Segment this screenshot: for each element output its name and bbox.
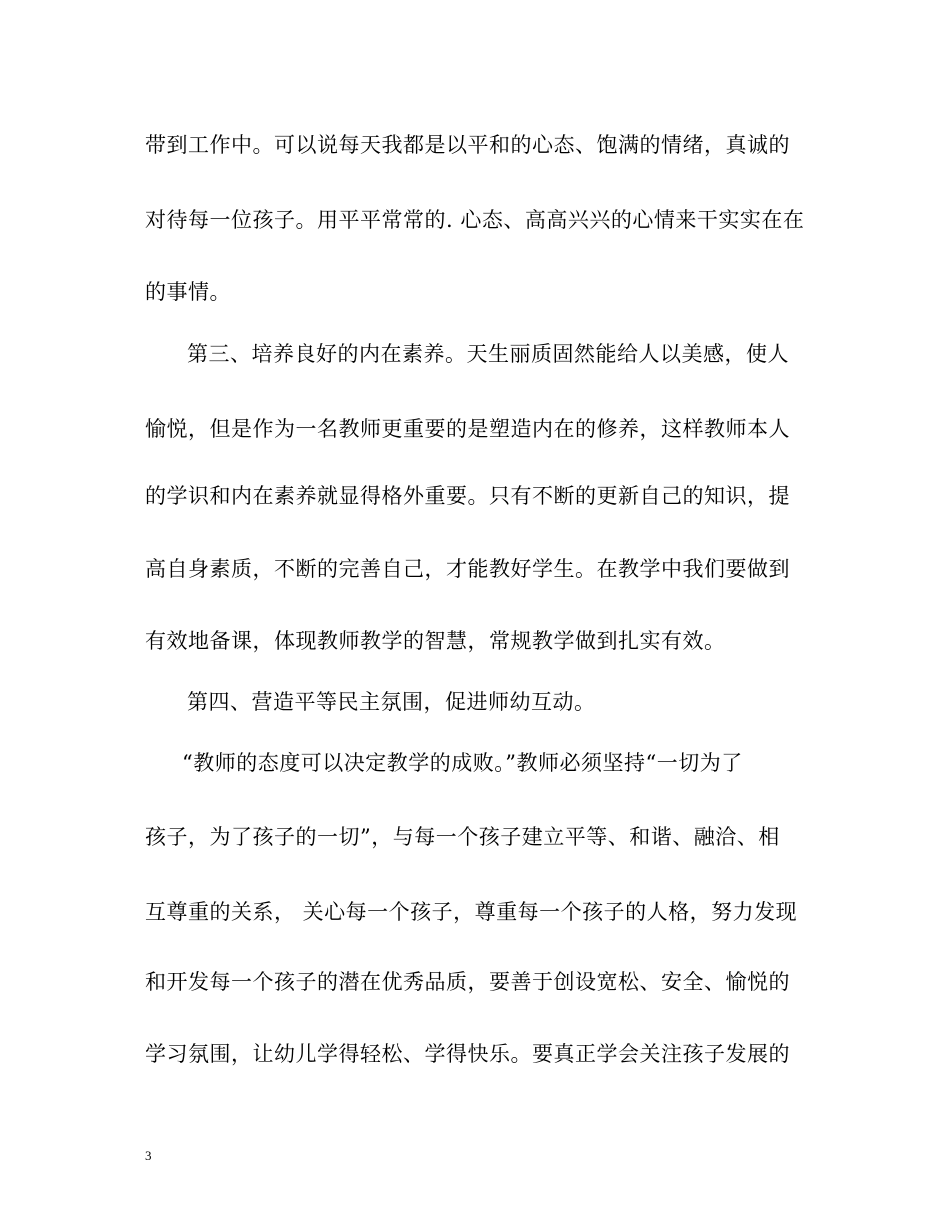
- page-number: 3: [145, 1148, 152, 1163]
- text-line: 带到工作中。可以说每天我都是以平和的心态、饱满的情绪，真诚的: [145, 133, 790, 157]
- text-line: 互尊重的关系， 关心每一个孩子，尊重每一个孩子的人格，努力发现: [145, 900, 798, 924]
- text-line: 的事情。: [145, 280, 231, 304]
- text-line: 对待每一位孩子。用平平常常的. 心态、高高兴兴的心情来干实实在在: [145, 208, 805, 232]
- paragraph-start-line: “教师的态度可以决定教学的成败。”教师必须坚持“一切为了: [182, 751, 743, 775]
- text-line: 高自身素质，不断的完善自己，才能教好学生。在教学中我们要做到: [145, 557, 790, 581]
- section-heading-line: 第四、营造平等民主氛围，促进师幼互动。: [187, 690, 596, 714]
- text-line: 的学识和内在素养就显得格外重要。只有不断的更新自己的知识，提: [145, 484, 790, 508]
- text-line: 孩子，为了孩子的一切”，与每一个孩子建立平等、和谐、融洽、相: [145, 825, 780, 849]
- text-line: 学习氛围，让幼儿学得轻松、学得快乐。要真正学会关注孩子发展的: [145, 1042, 790, 1066]
- paragraph-start-line: 第三、培养良好的内在素养。天生丽质固然能给人以美感，使人: [187, 342, 789, 366]
- text-line: 有效地备课，体现教师教学的智慧，常规教学做到扎实有效。: [145, 629, 726, 653]
- text-line: 和开发每一个孩子的潜在优秀品质，要善于创设宽松、安全、愉悦的: [145, 970, 790, 994]
- text-line: 愉悦，但是作为一名教师更重要的是塑造内在的修养，这样教师本人: [145, 417, 790, 441]
